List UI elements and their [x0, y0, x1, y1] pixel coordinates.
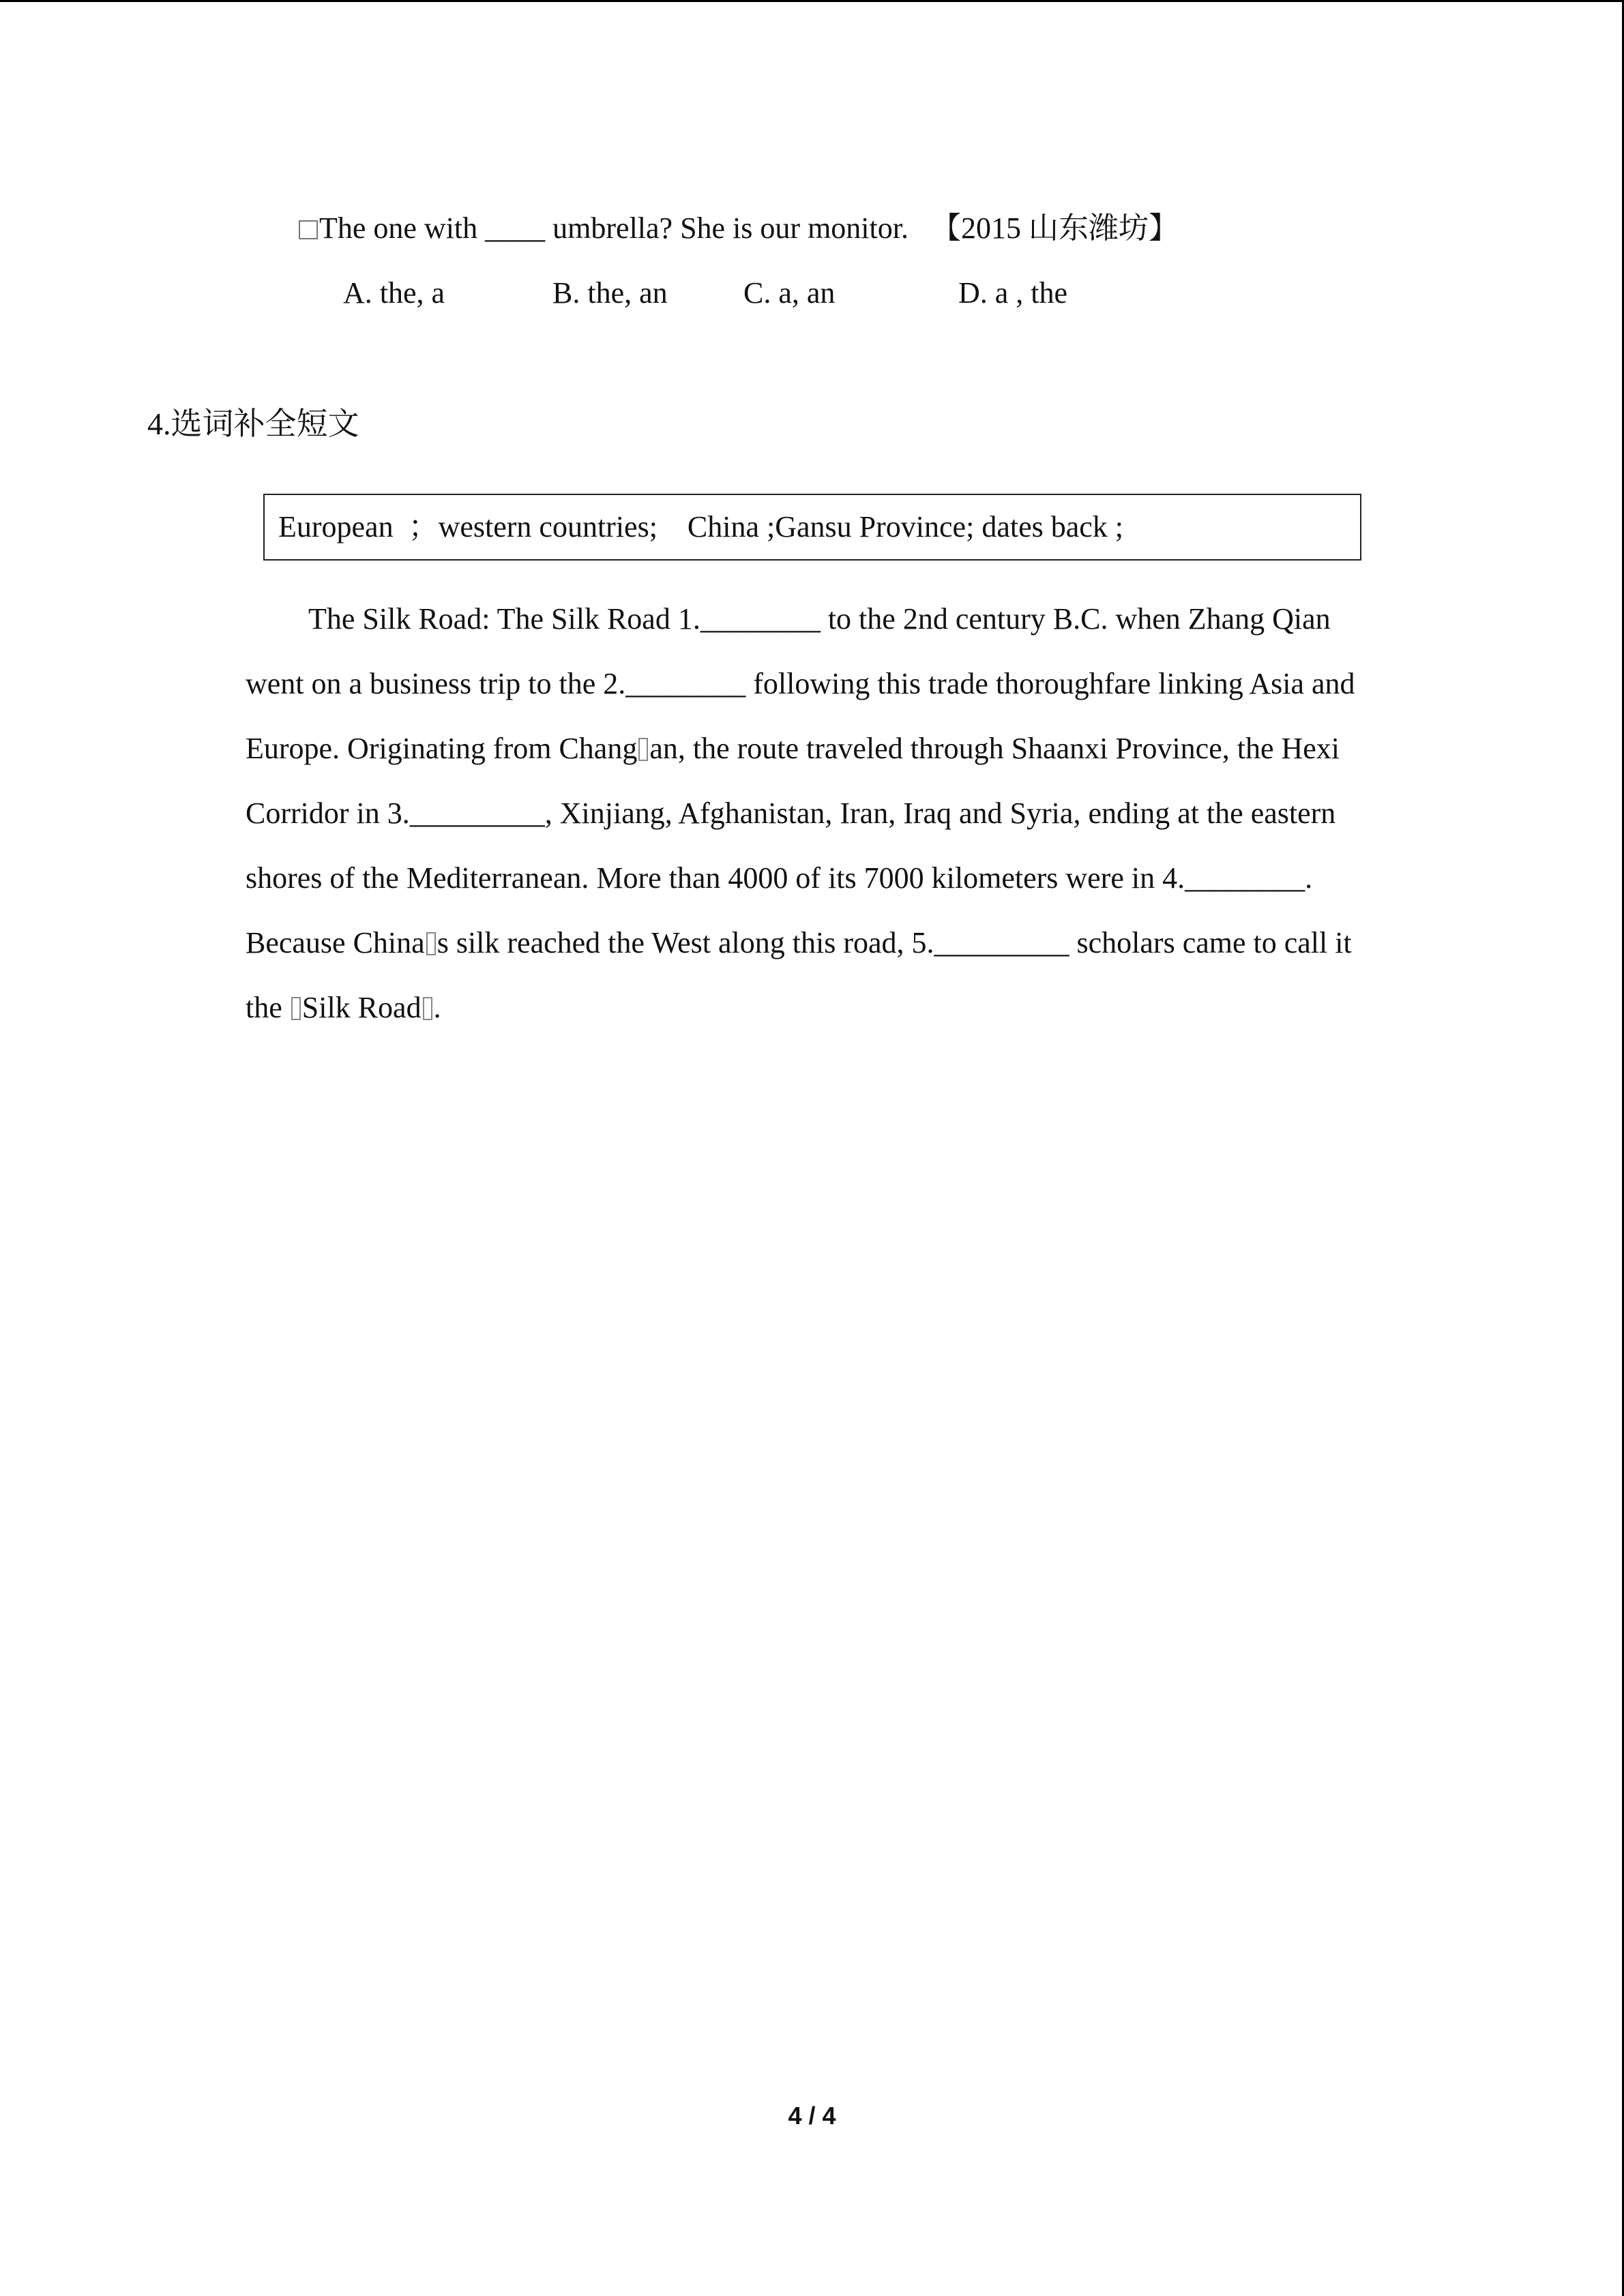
question-stem [299, 208, 1179, 249]
word-bank-box: European ；western countries; China ;Gansu Province; dates back ; [263, 494, 1361, 561]
passage-line: shores of the Mediterranean. More than 4000 of its 7000 kilometers were in 4.________. [246, 861, 1313, 895]
passage-text: Because China [246, 926, 425, 959]
passage-line [246, 716, 1473, 781]
missing-glyph-icon [638, 738, 648, 761]
missing-glyph-icon [423, 997, 432, 1020]
passage-text: . [433, 991, 441, 1024]
passage-line [246, 975, 1473, 1040]
passage-line [246, 910, 1473, 975]
passage-line: Corridor in 3._________, Xinjiang, Afghanistan, Iran, Iraq and Syria, ending at the eastern [246, 796, 1336, 830]
passage [246, 586, 1473, 1040]
section-heading: 4.选词补全短文 [147, 406, 359, 441]
passage-text: an, the route traveled through Shaanxi Province, the Hexi [649, 732, 1340, 765]
option-d: D. a , the [958, 276, 1068, 310]
option-a: A. the, a [343, 276, 445, 310]
passage-line: went on a business trip to the 2.________ following this trade thoroughfare linking Asia and [246, 667, 1355, 700]
passage-text: Silk Road [301, 991, 422, 1024]
passage-text: s silk reached the West along this road, 5._________ scholars came to call it [437, 926, 1352, 959]
question-source: 【2015 山东潍坊】 [930, 211, 1179, 245]
missing-glyph-icon [291, 997, 301, 1020]
question-text: The one with ____ umbrella? She is our monitor. [319, 211, 909, 245]
option-b: B. the, an [552, 276, 668, 310]
top-border-line [0, 0, 1624, 2]
passage-text: the [246, 991, 290, 1024]
passage-text: Europe. Originating from Chang [246, 732, 638, 765]
passage-line: The Silk Road: The Silk Road 1.________ to the 2nd century B.C. when Zhang Qian [308, 602, 1331, 636]
option-c: C. a, an [743, 276, 836, 310]
missing-glyph-icon [299, 220, 318, 239]
missing-glyph-icon [426, 932, 436, 955]
page-number: 4 / 4 [788, 2102, 836, 2130]
